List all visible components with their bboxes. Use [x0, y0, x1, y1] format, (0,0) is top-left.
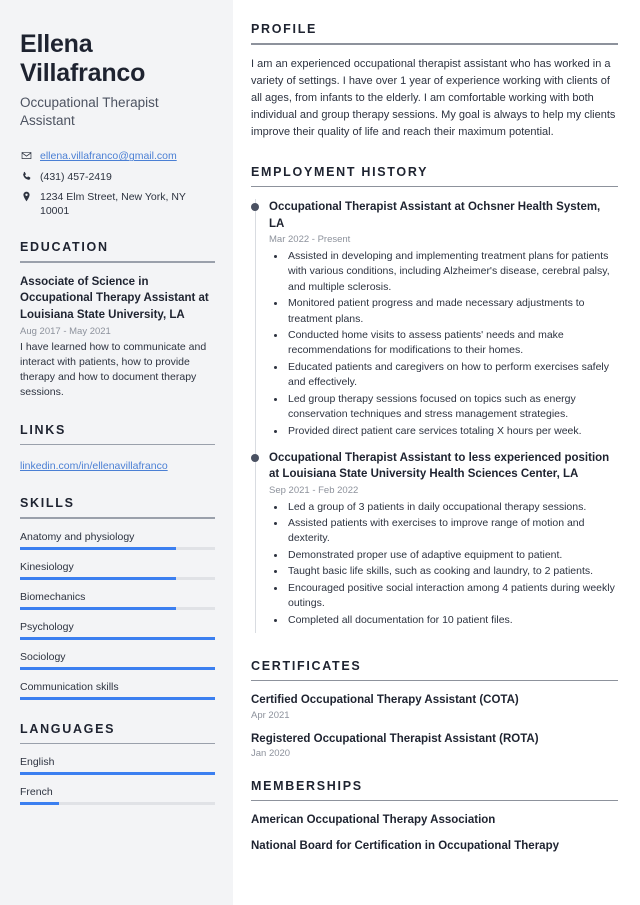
- main-content: [233, 0, 640, 905]
- employment-heading: EMPLOYMENT HISTORY: [251, 164, 429, 179]
- certificate-item: [251, 731, 618, 759]
- languages-rule: [20, 743, 215, 745]
- skill-item: [20, 651, 215, 670]
- languages-heading: LANGUAGES: [20, 721, 116, 736]
- skill-bar-fill: [20, 697, 215, 700]
- education-rule: [20, 261, 215, 263]
- education-date: Aug 2017 - May 2021: [20, 325, 111, 337]
- links-heading: LINKS: [20, 422, 66, 437]
- profile-heading: PROFILE: [251, 22, 318, 36]
- envelope-icon: [20, 149, 32, 161]
- contact-list: [20, 149, 215, 218]
- skill-bar-fill: [20, 607, 176, 610]
- employment-date: Mar 2022 - Present: [269, 233, 351, 245]
- certificate-date: Apr 2021: [251, 709, 290, 721]
- skill-label: Communication skills: [20, 680, 119, 693]
- profile-rule: [251, 43, 618, 45]
- phone-icon: [20, 170, 32, 182]
- skill-bar-track: [20, 637, 215, 640]
- education-section: [20, 240, 215, 400]
- certificates-rule: [251, 680, 618, 682]
- skill-item: [20, 591, 215, 610]
- employment-bullet: • Demonstrated proper use of adaptive equipment to patient.: [286, 548, 618, 563]
- employment-entry: [251, 199, 618, 450]
- employment-bullet: • Assisted patients with exercises to improve range of motion and dexterity.: [286, 516, 618, 547]
- skill-bar-track: [20, 667, 215, 670]
- skills-rule: [20, 517, 215, 519]
- employment-bullet: • Provided direct patient care services totaling X hours per week.: [286, 424, 618, 439]
- skill-label: Psychology: [20, 620, 74, 633]
- contact-phone-value: (431) 457-2419: [40, 170, 112, 183]
- language-bar-track: [20, 802, 215, 805]
- skill-label: Sociology: [20, 650, 66, 663]
- employment-bullet-list: [269, 500, 618, 628]
- skills-heading: SKILLS: [20, 496, 75, 511]
- language-label: English: [20, 756, 55, 769]
- education-heading: EDUCATION: [20, 240, 109, 255]
- skill-bar-fill: [20, 667, 215, 670]
- certificate-date: Jan 2020: [251, 747, 291, 759]
- timeline-dot-icon: [251, 203, 259, 211]
- skill-bar-track: [20, 697, 215, 700]
- links-rule: [20, 444, 215, 446]
- contact-email-link[interactable]: ellena.villafranco@gmail.com: [40, 150, 177, 163]
- employment-bullet: • Monitored patient progress and made necessary adjustments to treatment plans.: [286, 296, 618, 327]
- certificates-list: [251, 692, 618, 758]
- skill-bar-fill: [20, 547, 176, 550]
- contact-email-row: [20, 149, 215, 163]
- candidate-name: Ellena Villafranco: [20, 30, 146, 87]
- certificate-item: [251, 692, 618, 720]
- contact-address-value: 1234 Elm Street, New York, NY 10001: [40, 190, 186, 217]
- employment-entry: [251, 450, 618, 639]
- employment-date: Sep 2021 - Feb 2022: [269, 484, 359, 496]
- skill-bar-track: [20, 547, 215, 550]
- memberships-list: [251, 812, 618, 854]
- employment-bullet: • Completed all documentation for 10 patient files.: [286, 613, 618, 628]
- skill-label: Kinesiology: [20, 560, 74, 573]
- employment-title: Occupational Therapist Assistant at Ochsner Health System, LA: [269, 201, 601, 230]
- employment-bullet: • Educated patients and caregivers on how to perform exercises safely and effectively.: [286, 360, 618, 391]
- employment-bullet: • Encouraged positive social interaction among 4 patients during weekly outings.: [286, 581, 618, 612]
- skill-item: [20, 621, 215, 640]
- employment-bullet: • Conducted home visits to assess patients' needs and make recommendations for modifications to their homes.: [286, 328, 618, 359]
- skills-list: [20, 531, 215, 700]
- language-bar-fill: [20, 802, 59, 805]
- employment-section: [251, 165, 618, 639]
- language-bar-fill: [20, 772, 215, 775]
- education-description: I have learned how to communicate and interact with patients, how to provide therapy and how to document therapy sessions.: [20, 340, 207, 399]
- timeline-dot-icon: [251, 454, 259, 462]
- employment-bullet: • Assisted in developing and implementing treatment plans for patients with various conditions, including Alzheimer's disease, cerebral palsy, and multiple sclerosis.: [286, 249, 618, 295]
- skill-item: [20, 531, 215, 550]
- skill-bar-fill: [20, 577, 176, 580]
- skill-bar-track: [20, 607, 215, 610]
- employment-rule: [251, 186, 618, 188]
- skills-section: [20, 496, 215, 700]
- membership-item: American Occupational Therapy Association: [251, 814, 496, 827]
- candidate-job-title: Occupational Therapist Assistant: [20, 95, 159, 129]
- skill-label: Anatomy and physiology: [20, 530, 135, 543]
- skill-item: [20, 561, 215, 580]
- employment-bullet: • Led a group of 3 patients in daily occupational therapy sessions.: [286, 500, 618, 515]
- memberships-section: [251, 779, 618, 855]
- certificate-name: Registered Occupational Therapist Assistant (ROTA): [251, 732, 539, 745]
- employment-timeline: [251, 199, 618, 639]
- education-degree: Associate of Science in Occupational Therapy Assistant at Louisiana State University, LA: [20, 275, 209, 321]
- employment-title: Occupational Therapist Assistant to less experienced position at Louisiana State University Health Sciences Center, LA: [269, 451, 610, 481]
- profile-text: I am an experienced occupational therapist assistant who has worked in a variety of settings. I have over 1 year of experience working with clients of all ages, from infants to the elderly. I am comfortable working with both individual and group therapy sessions. My goal is always to help my clients improve their quality of life and reach their maximum potential.: [251, 57, 616, 138]
- memberships-heading: MEMBERSHIPS: [251, 778, 363, 793]
- employment-bullet: • Led group therapy sessions focused on topics such as energy conservation techniques and stress management strategies.: [286, 392, 618, 423]
- link-linkedin[interactable]: linkedin.com/in/ellenavillafranco: [20, 460, 168, 473]
- languages-section: [20, 722, 215, 806]
- skill-bar-track: [20, 577, 215, 580]
- certificate-name: Certified Occupational Therapy Assistant (COTA): [251, 694, 519, 707]
- skill-bar-fill: [20, 637, 215, 640]
- contact-phone-row: [20, 170, 215, 184]
- language-bar-track: [20, 772, 215, 775]
- languages-list: [20, 756, 215, 805]
- membership-item: National Board for Certification in Occupational Therapy: [251, 840, 559, 853]
- employment-bullet: • Taught basic life skills, such as cooking and laundry, to 2 patients.: [286, 564, 618, 579]
- location-pin-icon: [20, 190, 32, 202]
- sidebar: [0, 0, 233, 905]
- education-entry: [20, 274, 215, 401]
- memberships-rule: [251, 800, 618, 802]
- language-item: [20, 756, 215, 775]
- links-section: [20, 423, 215, 475]
- skill-item: [20, 681, 215, 700]
- links-list: [20, 456, 215, 474]
- language-label: French: [20, 786, 53, 799]
- employment-bullet-list: [269, 249, 618, 439]
- profile-section: [251, 22, 618, 141]
- skill-label: Biomechanics: [20, 590, 86, 603]
- language-item: [20, 786, 215, 805]
- certificates-section: [251, 659, 618, 759]
- certificates-heading: CERTIFICATES: [251, 658, 362, 673]
- contact-address-row: [20, 190, 215, 218]
